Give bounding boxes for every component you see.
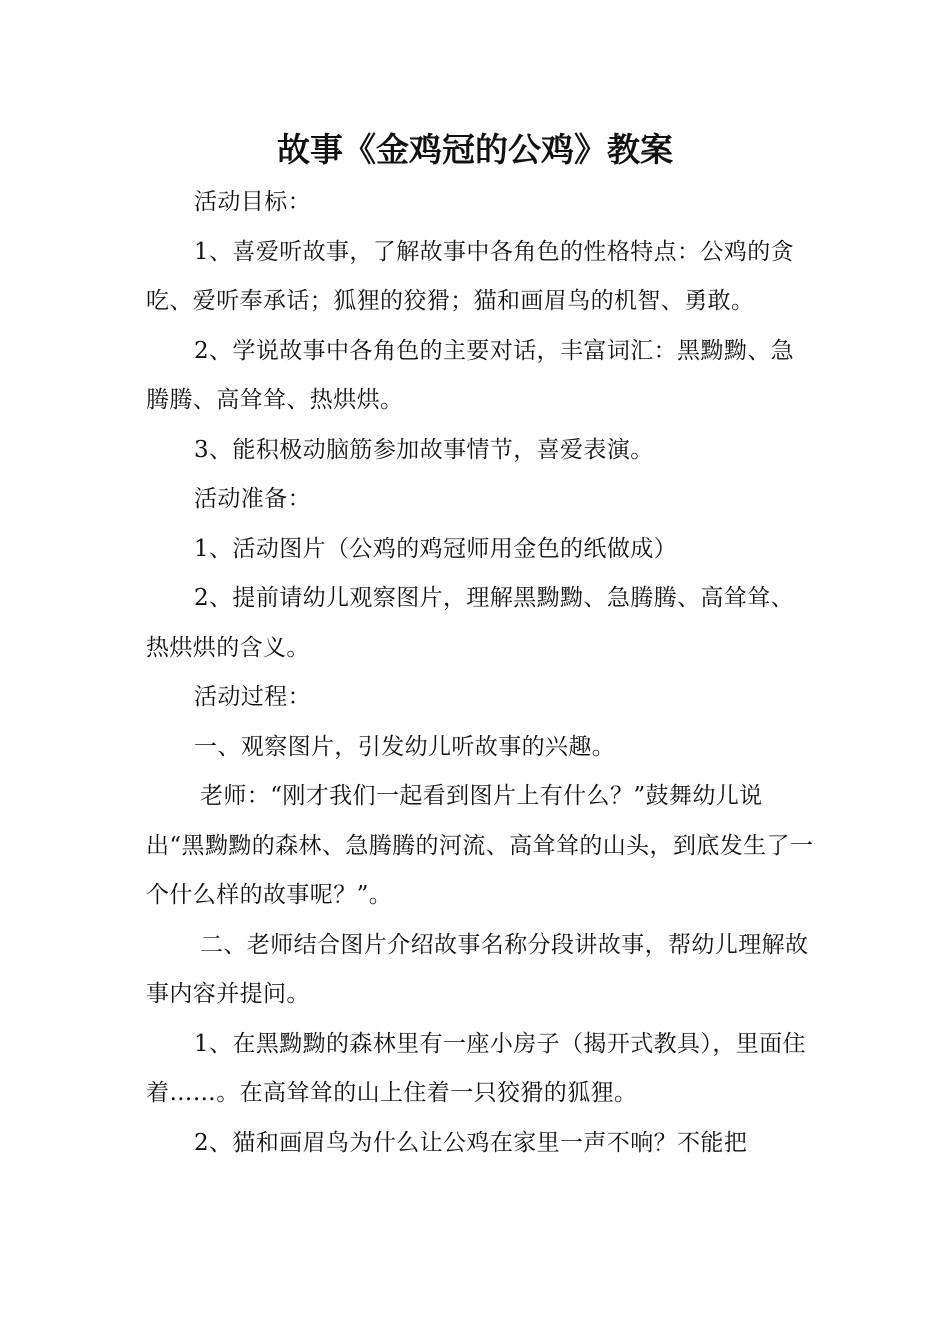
- section-heading-process: 活动过程：: [194, 684, 311, 710]
- document-body: [146, 178, 816, 1168]
- preparation-item-2: 2、提前请幼儿观察图片，理解黑黝黝、急腾腾、高耸耸、热烘烘的含义。: [146, 585, 795, 661]
- goal-item-1: 1、喜爱听故事，了解故事中各角色的性格特点：公鸡的贪吃、爱听奉承话；狐狸的狡猾；猫和画眉鸟的机智、勇敢。: [146, 238, 795, 314]
- document-title: 故事《金鸡冠的公鸡》教案: [277, 130, 673, 169]
- section-heading-preparation: 活动准备：: [194, 486, 311, 512]
- teacher-dialogue: 老师：“刚才我们一起看到图片上有什么？”鼓舞幼儿说出“黑黝黝的森林、急腾腾的河流、高耸耸的山头，到底发生了一个什么样的故事呢？”。: [146, 783, 814, 908]
- preparation-item-1: 1、活动图片（公鸡的鸡冠师用金色的纸做成）: [194, 535, 678, 562]
- process-step-2: 二、老师结合图片介绍故事名称分段讲故事，帮幼儿理解故事内容并提问。: [146, 931, 809, 1007]
- section-heading-goals: 活动目标：: [194, 189, 311, 215]
- process-substep-1: 1、在黑黝黝的森林里有一座小房子（揭开式教具），里面住着……。在高耸耸的山上住着一只狡猾的狐狸。: [146, 1030, 806, 1106]
- process-substep-2: 2、猫和画眉鸟为什么让公鸡在家里一声不响？不能把: [194, 1129, 748, 1156]
- goal-item-3: 3、能积极动脑筋参加故事情节，喜爱表演。: [194, 436, 654, 463]
- goal-item-2: 2、学说故事中各角色的主要对话，丰富词汇：黑黝黝、急腾腾、高耸耸、热烘烘。: [146, 337, 795, 413]
- process-step-1: 一、观察图片，引发幼儿听故事的兴趣。: [194, 733, 616, 760]
